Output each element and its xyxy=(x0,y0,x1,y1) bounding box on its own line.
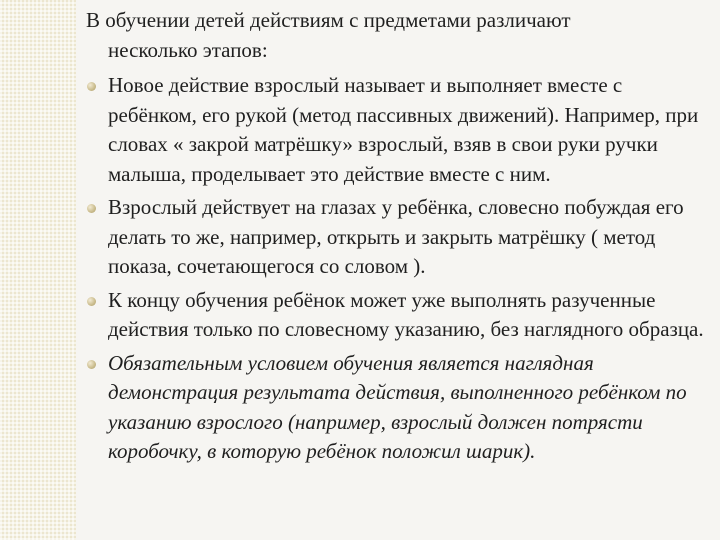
list-item-3 xyxy=(86,286,714,345)
bullet-icon xyxy=(87,204,96,213)
intro-line-1: В обучении детей действиям с предметами различают xyxy=(86,8,571,32)
list-item-4 xyxy=(86,349,714,467)
list-item-2 xyxy=(86,193,714,282)
bullet-icon xyxy=(87,360,96,369)
list-item-text: Обязательным условием обучения является наглядная демонстрация результата действия, выполненного ребёнком по указанию взрослого (например, взрослый должен потрясти коробочку, в которую ребёнок положил шарик). xyxy=(108,350,687,463)
slide-content xyxy=(86,6,714,471)
intro-line-2: несколько этапов: xyxy=(108,37,268,62)
bullet-icon xyxy=(87,82,96,91)
list-item-1 xyxy=(86,71,714,189)
decorative-side-strip xyxy=(0,0,76,540)
list-item-text: К концу обучения ребёнок может уже выполнять разученные действия только по словесному указанию, без наглядного образца. xyxy=(108,287,704,341)
list-item-text: Новое действие взрослый называет и выполняет вместе с ребёнком, его рукой (метод пассивных движений). Например, при словах « закрой матрёшку» взрослый, взяв в свои руки ручки малыша, проделывает это действие вместе с ним. xyxy=(108,73,699,186)
list-item-text: Взрослый действует на глазах у ребёнка, словесно побуждая его делать то же, например, открыть и закрыть матрёшку ( метод показа, сочетающегося со словом ). xyxy=(108,195,684,278)
bullet-icon xyxy=(87,297,96,306)
intro-paragraph xyxy=(86,6,714,65)
